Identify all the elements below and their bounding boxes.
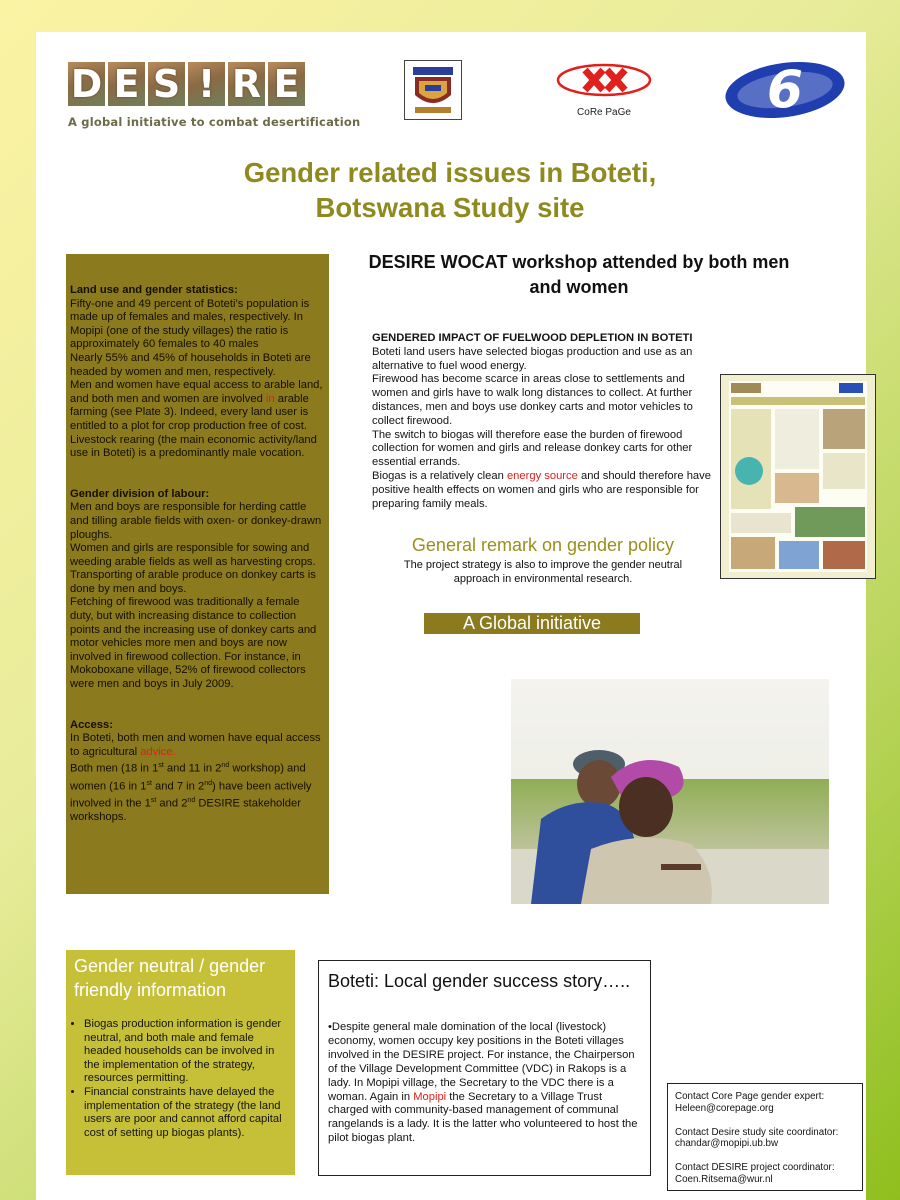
fuelwood-p1: Boteti land users have selected biogas production and use as an alternative to fuel wood energy. <box>372 345 693 372</box>
contact-core-page-label: Contact Core Page gender expert: <box>675 1091 825 1102</box>
land-use-heading: Land use and gender statistics: <box>70 284 238 296</box>
left-info-panel <box>66 254 329 894</box>
thumbnail-poster-icon <box>729 381 867 572</box>
division-p2: Women and girls are responsible for sowing and weeding arable fields as well as harvesting crops. Transporting of arable produce on donkey carts is done by men and boys. <box>70 542 316 595</box>
desire-logo-letters: D E S ! R E <box>68 62 360 106</box>
fp6-number: 6 <box>766 60 804 120</box>
core-page-xx-icon <box>555 62 653 98</box>
general-remark-text: The project strategy is also to improve the gender neutral approach in environmental research. <box>403 559 683 585</box>
general-remark-heading: General remark on gender policy <box>411 535 675 555</box>
gender-neutral-box <box>66 950 295 1175</box>
global-initiative-bar: A Global initiative <box>424 613 640 634</box>
list-item: • Financial constraints have delayed the implementation of the strategy (the land users are poor and cannot afford capital cost of setting up biogas plants). <box>84 1086 291 1140</box>
core-page-logo <box>555 62 653 116</box>
access-p2: Both men (18 in 1st and 11 in 2nd workshop) and women (16 in 1st and 7 in 2nd) have been actively involved in the 1st and 2nd DESIRE stakeholder workshops. <box>70 762 312 824</box>
university-crest-logo <box>404 60 462 120</box>
fuelwood-p4: Biogas is a relatively clean energy source and should therefore have positive health effects on women and girls who are responsible for preparing family meals. <box>372 469 711 510</box>
workshop-photo <box>511 679 829 904</box>
contact-core-page-email[interactable]: Heleen@corepage.org <box>675 1102 774 1114</box>
general-remark <box>380 535 706 586</box>
desire-tagline: A global initiative to combat desertification <box>68 115 361 129</box>
land-use-p3: Men and women have equal access to arable land, and both men and women are involved in arable farming (see Plate 3). Indeed, every land user is entitled to a plot for crop production free of cost. <box>70 379 323 432</box>
workshop-photo-image <box>511 679 829 904</box>
poster-thumbnail-image <box>720 374 876 579</box>
success-story-box <box>318 960 651 1176</box>
fuelwood-p2: Firewood has become scarce in areas close to settlements and women and girls have to walk long distances to collect. At further distances, men and boys use donkey carts and motor vehicles to collect firewood. <box>372 373 693 427</box>
fp6-logo <box>722 57 848 123</box>
contact-project-label: Contact DESIRE project coordinator: <box>675 1162 835 1174</box>
division-heading: Gender division of labour: <box>70 487 210 500</box>
access-heading: Access: <box>70 718 113 731</box>
fuelwood-section <box>372 332 714 511</box>
workshop-heading: DESIRE WOCAT workshop attended by both men and women <box>368 252 790 297</box>
division-p3: Fetching of firewood was traditionally a female duty, but with increasing distance to collection points and the increasing use of donkey carts and motor vehicles more men and boys are now involved in firewood collection. For instance, in Mokoboxane village, 52% of firewood collectors were men and boys in July 2009. <box>70 596 317 691</box>
contact-project-email[interactable]: Coen.Ritsema@wur.nl <box>675 1173 773 1185</box>
land-use-p1: Fifty-one and 49 percent of Boteti’s population is made up of females and males, respectively. In Mopipi (one of the study villages) the ratio is approximately 60 females to 40 males <box>70 297 310 351</box>
fuelwood-heading: GENDERED IMPACT OF FUELWOOD DEPLETION IN BOTETI <box>372 332 693 344</box>
gender-neutral-list <box>66 1018 295 1140</box>
success-story-title: Boteti: Local gender success story….. <box>328 971 631 991</box>
contact-study-site-email[interactable]: chandar@mopipi.ub.bw <box>675 1138 779 1150</box>
success-story-body: •Despite general male domination of the local (livestock) economy, women occupy key positions in the Boteti villages involved in the DESIRE project. For instance, the Chairperson of the Village Development Committee (VDC) in Rakops is a lady. In Mopipi village, the Secretary to the VDC there is a woman. Again in Mopipi the Secretary to a Village Trust charged with community-based management of communal rangelands is a lady. It is the latter who volunteered to host the pilot biogas plant. <box>328 1021 638 1145</box>
gender-neutral-title: Gender neutral / gender friendly information <box>74 956 266 1000</box>
land-use-p4: Livestock rearing (the main economic activity/land use in Boteti) is a predominantly male vocation. <box>70 433 317 460</box>
crest-icon <box>405 61 461 119</box>
core-page-label: CoRe PaGe <box>577 107 631 118</box>
access-p1: In Boteti, both men and women have equal access to agricultural advice. <box>70 732 321 758</box>
contacts-box <box>667 1083 863 1191</box>
fp6-swoosh-icon <box>722 57 848 123</box>
contact-study-site-label: Contact Desire study site coordinator: <box>675 1126 839 1138</box>
land-use-p2: Nearly 55% and 45% of households in Boteti are headed by women and men, respectively. <box>70 351 311 378</box>
page-title: Gender related issues in Boteti, Botswana Study site <box>243 157 657 223</box>
list-item: • Biogas production information is gender neutral, and both male and female headed households can be involved in the implementation of the strategy, resources permitting. <box>84 1018 291 1086</box>
desire-logo <box>68 62 360 129</box>
fuelwood-p3: The switch to biogas will therefore ease the burden of firewood collection for women and girls and release donkey carts for other essential errands. <box>372 428 693 469</box>
division-p1: Men and boys are responsible for herding cattle and tilling arable fields with oxen- or donkey-drawn ploughs. <box>70 501 322 541</box>
